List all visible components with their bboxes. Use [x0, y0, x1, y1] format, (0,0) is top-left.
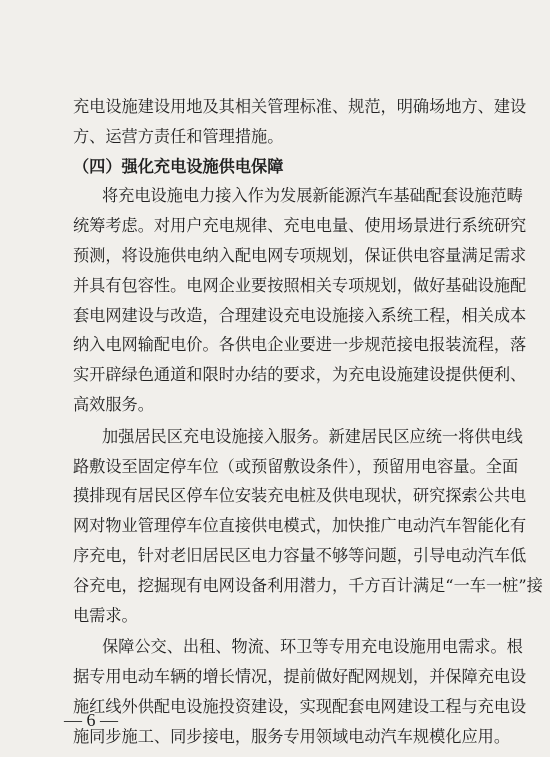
text-line: 将充电设施电力接入作为发展新能源汽车基础配套设施范畴 — [102, 186, 523, 206]
text-line: 预测，将设施供电纳入配电网专项规划，保证供电容量满足需求 — [73, 246, 527, 265]
text-line: 施红线外供配电设施投资建设，实现配套电网建设工程与充电设 — [73, 697, 527, 716]
section-heading: （四）强化充电设施供电保障 — [73, 156, 284, 176]
text-line: 统筹考虑。对用户充电规律、充电电量、使用场景进行系统研究 — [73, 216, 527, 236]
text-line: 加强居民区充电设施接入服务。新建居民区应统一将供电线 — [102, 426, 523, 446]
page-number: — 6 — — [64, 710, 118, 730]
text-line: 充电设施建设用地及其相关管理标准、规范，明确场地方、建设 — [73, 97, 527, 116]
text-line: 电需求。 — [73, 605, 138, 625]
text-line: 序充电，针对老旧居民区电力容量不够等问题，引导电动汽车低 — [73, 546, 527, 565]
text-line: 纳入电网输配电价。各供电企业要进一步规范接电报装流程，落 — [73, 335, 527, 355]
text-line: 网对物业管理停车位直接供电模式，加快推广电动汽车智能化有 — [73, 516, 527, 536]
text-line: 方、运营方责任和管理措施。 — [73, 126, 284, 146]
text-line: 保障公交、出租、物流、环卫等专用充电设施用电需求。根 — [102, 637, 523, 657]
text-line: 摸排现有居民区停车位安装充电桩及供电现状，研究探索公共电 — [73, 486, 527, 506]
text-line: 施同步施工、同步接电，服务专用领域电动汽车规模化应用。 — [73, 726, 511, 746]
text-line: 套电网建设与改造，合理建设充电设施接入系统工程，相关成本 — [73, 305, 527, 325]
text-line: 实开辟绿色通道和限时办结的要求，为充电设施建设提供便利、 — [73, 365, 527, 385]
text-line: 路敷设至固定停车位（或预留敷设条件），预留用电容量。全面 — [73, 456, 519, 476]
text-line: 谷充电，挖掘现有电网设备利用潜力，千方百计满足“一车一桩”接 — [73, 575, 543, 595]
text-line: 并具有包容性。电网企业要按照相关专项规划，做好基础设施配 — [73, 275, 527, 295]
text-line: 据专用电动车辆的增长情况，提前做好配网规划，并保障充电设 — [73, 667, 527, 687]
text-line: 高效服务。 — [73, 395, 154, 414]
